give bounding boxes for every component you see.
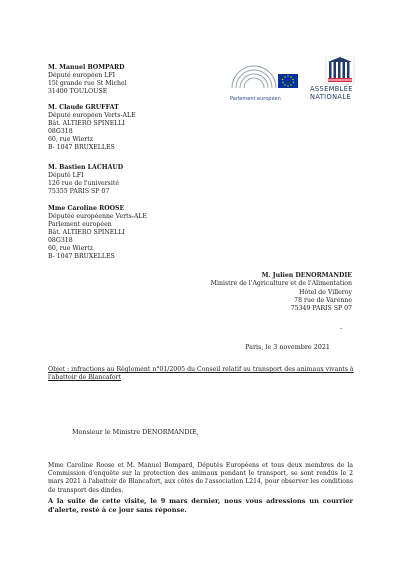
body-paragraph: Mme Caroline Roose et M. Manuel Bompard, Députés Européens et tous deux membres de la Commission d'enquête sur la protection des animaux pendant le transport, se sont rendus le 2 mars 2021 à l'abattoir de Blancafort, aux côtés de l'association L214, pour observer les conditions de transport des dindes. bbox=[48, 462, 353, 494]
hemicycle-icon bbox=[228, 58, 300, 96]
sender-block-gruffat bbox=[48, 104, 136, 152]
bold-paragraph: A la suite de cette visite, le 9 mars dernier, nous vous adressions un courrier d'alerte, resté à ce jour sans réponse. bbox=[48, 497, 353, 514]
sender-line: Député LFI bbox=[48, 172, 84, 179]
sender-name: M. Manuel BOMPARD bbox=[48, 64, 125, 71]
recipient-line: Ministre de l'Agriculture et de l'Alimentation bbox=[210, 280, 352, 288]
recipient-line: Hôtel de Villeroy bbox=[299, 288, 352, 296]
sender-line: 08G318 bbox=[48, 237, 73, 244]
sender-line: B- 1047 BRUXELLES bbox=[48, 253, 115, 260]
assemblee-logo-text bbox=[310, 86, 372, 101]
sender-block-lachaud bbox=[48, 164, 123, 196]
sender-name: M. Bastien LACHAUD bbox=[48, 164, 124, 171]
assemblee-nationale-logo bbox=[308, 56, 372, 106]
parliament-logo-text: Parlement européen bbox=[230, 96, 281, 102]
sender-line: Députée européenne Verts-ALE bbox=[48, 213, 147, 220]
sender-block-bompard bbox=[48, 64, 127, 96]
sender-line: Parlement européen bbox=[48, 221, 112, 228]
recipient-name: M. Julien DENORMANDIE bbox=[261, 272, 352, 279]
sender-name: Mme Caroline ROOSE bbox=[48, 205, 125, 212]
sender-block-roose bbox=[48, 205, 147, 261]
european-parliament-logo bbox=[228, 58, 300, 104]
sender-line: Député européen LFI bbox=[48, 72, 116, 79]
sender-line: Député européen Verts-ALE bbox=[48, 112, 136, 119]
sender-line: Bât. ALTIERO SPINELLI bbox=[48, 229, 125, 236]
recipient-line: 75349 PARIS SP 07 bbox=[290, 305, 352, 313]
sender-line: 60, rue Wiertz bbox=[48, 136, 93, 143]
sender-line: 08G318 bbox=[48, 128, 73, 135]
assemblee-emblem-icon bbox=[308, 56, 372, 86]
assemblee-line2: NATIONALE bbox=[310, 92, 351, 101]
sender-line: 75355 PARIS SP 07 bbox=[48, 188, 110, 195]
letter-subject: Objet : infractions au Règlement n°01/2005 du Conseil relatif au transport des animaux vivants à l'abattoir de Blancafort bbox=[48, 366, 354, 381]
sender-line: 31400 TOULOUSE bbox=[48, 88, 108, 95]
sender-line: 60, rue Wiertz bbox=[48, 245, 93, 252]
recipient-line: 78 rue de Varenne bbox=[294, 296, 352, 304]
sender-name: M. Claude GRUFFAT bbox=[48, 104, 119, 111]
sender-line: 15l grande rue St Michel bbox=[48, 80, 127, 87]
sender-line: B- 1047 BRUXELLES bbox=[48, 144, 115, 151]
letter-date: Paris, le 3 novembre 2021 bbox=[245, 343, 330, 351]
assemblee-line1: ASSEMBLÉE bbox=[310, 85, 353, 93]
salutation: Monsieur le Ministre DENORMANDIE, bbox=[72, 428, 199, 436]
sender-line: 126 rue de l'université bbox=[48, 180, 119, 187]
separator-dash: - bbox=[340, 325, 343, 332]
sender-line: Bât. ALTIERO SPINELLI bbox=[48, 120, 125, 127]
recipient-block bbox=[211, 272, 352, 313]
